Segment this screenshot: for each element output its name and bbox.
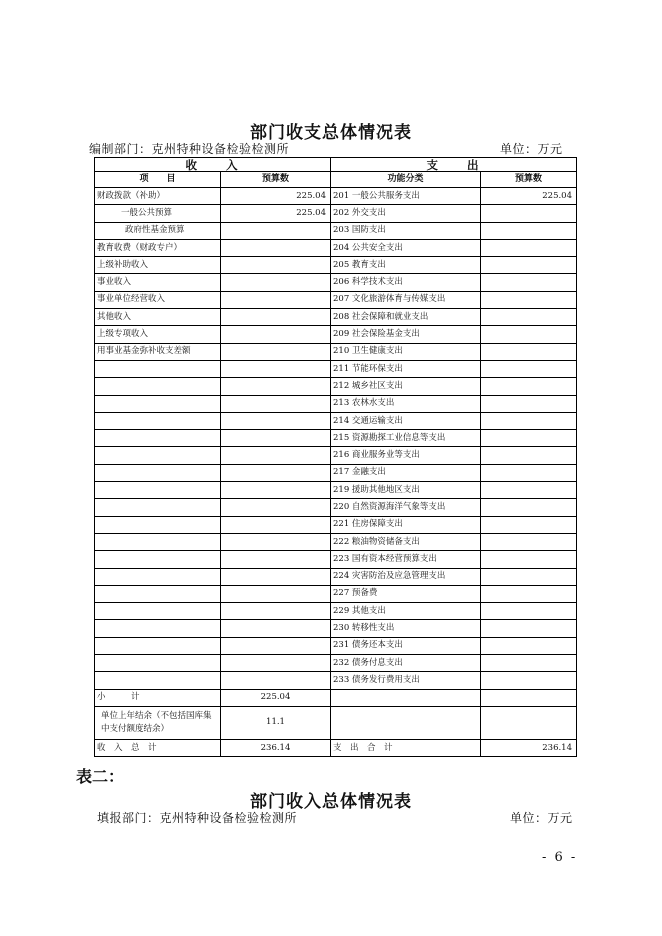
dept-label: 编制部门：克州特种设备检验检测所 <box>89 142 290 156</box>
table-row <box>95 672 577 689</box>
row-function: 216 商业服务业等支出 <box>331 447 481 464</box>
row-amount <box>221 291 331 308</box>
row-function: 231 债务还本支出 <box>331 637 481 654</box>
row-function: 214 交通运输支出 <box>331 412 481 429</box>
row-function-amount: 225.04 <box>481 188 577 205</box>
row-function-amount <box>481 412 577 429</box>
row-item <box>95 655 221 672</box>
row-amount <box>221 274 331 291</box>
budget-summary-table <box>94 157 577 757</box>
row-amount: 225.04 <box>221 205 331 222</box>
row-function-amount <box>481 291 577 308</box>
table-row <box>95 291 577 308</box>
row-amount <box>221 430 331 447</box>
row-function-amount <box>481 222 577 239</box>
col-function: 功能分类 <box>331 172 481 188</box>
row-item: 一般公共预算 <box>95 205 221 222</box>
subtotal-amount: 225.04 <box>221 689 331 706</box>
row-item <box>95 585 221 602</box>
table-row <box>95 603 577 620</box>
row-function-amount <box>481 516 577 533</box>
row-function: 219 援助其他地区支出 <box>331 482 481 499</box>
row-item <box>95 378 221 395</box>
row-function-amount <box>481 603 577 620</box>
table-row <box>95 637 577 654</box>
row-function-amount <box>481 637 577 654</box>
row-function: 204 公共安全支出 <box>331 239 481 256</box>
row-function: 208 社会保障和就业支出 <box>331 309 481 326</box>
row-amount: 225.04 <box>221 188 331 205</box>
subtotal-label: 小 计 <box>95 689 221 706</box>
section-header-row <box>95 158 577 172</box>
row-item <box>95 447 221 464</box>
row-item <box>95 360 221 377</box>
income-total: 236.14 <box>221 739 331 756</box>
row-item: 财政拨款（补助） <box>95 188 221 205</box>
row-item: 上级专项收入 <box>95 326 221 343</box>
row-amount <box>221 464 331 481</box>
expense-total-label: 支 出 合 计 <box>331 739 481 756</box>
row-function: 212 城乡社区支出 <box>331 378 481 395</box>
table-row <box>95 309 577 326</box>
row-function: 227 预备费 <box>331 585 481 602</box>
row-function-amount <box>481 672 577 689</box>
row-amount <box>221 395 331 412</box>
row-amount <box>221 412 331 429</box>
row-function: 232 债务付息支出 <box>331 655 481 672</box>
row-item <box>95 637 221 654</box>
row-function-amount <box>481 430 577 447</box>
table-row <box>95 430 577 447</box>
row-item <box>95 482 221 499</box>
col-budget: 预算数 <box>221 172 331 188</box>
row-amount <box>221 378 331 395</box>
income-total-label: 收 入 总 计 <box>95 739 221 756</box>
row-item: 上级补助收入 <box>95 257 221 274</box>
table-row <box>95 257 577 274</box>
table-row <box>95 239 577 256</box>
row-item <box>95 551 221 568</box>
row-function: 205 教育支出 <box>331 257 481 274</box>
table-row <box>95 551 577 568</box>
row-item <box>95 603 221 620</box>
row-amount <box>221 326 331 343</box>
row-amount <box>221 603 331 620</box>
row-function-amount <box>481 378 577 395</box>
row-function: 210 卫生健康支出 <box>331 343 481 360</box>
table-row <box>95 533 577 550</box>
row-item <box>95 412 221 429</box>
row-item <box>95 395 221 412</box>
row-function: 207 文化旅游体育与传媒支出 <box>331 291 481 308</box>
row-function-amount <box>481 343 577 360</box>
row-item <box>95 672 221 689</box>
row-function-amount <box>481 239 577 256</box>
table-row <box>95 274 577 291</box>
table-row <box>95 499 577 516</box>
row-function-amount <box>481 257 577 274</box>
row-function: 224 灾害防治及应急管理支出 <box>331 568 481 585</box>
row-function: 211 节能环保支出 <box>331 360 481 377</box>
table-row <box>95 378 577 395</box>
row-function-amount <box>481 568 577 585</box>
table2-label: 表二： <box>76 767 125 786</box>
row-item <box>95 533 221 550</box>
row-item <box>95 620 221 637</box>
table-row <box>95 222 577 239</box>
row-amount <box>221 447 331 464</box>
row-amount <box>221 343 331 360</box>
row-item: 事业收入 <box>95 274 221 291</box>
expense-header: 支 出 <box>331 158 577 172</box>
row-function: 206 科学技术支出 <box>331 274 481 291</box>
row-function: 213 农林水支出 <box>331 395 481 412</box>
row-function-amount <box>481 360 577 377</box>
row-amount <box>221 551 331 568</box>
row-function-amount <box>481 274 577 291</box>
row-item <box>95 499 221 516</box>
subtotal-row <box>95 689 577 706</box>
row-item: 其他收入 <box>95 309 221 326</box>
table2-dept-label: 填报部门：克州特种设备检验检测所 <box>97 811 298 825</box>
row-amount <box>221 239 331 256</box>
row-function: 202 外交支出 <box>331 205 481 222</box>
table-row <box>95 360 577 377</box>
table-row <box>95 412 577 429</box>
unit-label: 单位：万元 <box>500 142 563 156</box>
row-function-amount <box>481 655 577 672</box>
income-header: 收 入 <box>95 158 331 172</box>
row-function-amount <box>481 447 577 464</box>
page-title: 部门收支总体情况表 <box>250 123 412 143</box>
row-function-amount <box>481 395 577 412</box>
row-function: 230 转移性支出 <box>331 620 481 637</box>
table-row <box>95 395 577 412</box>
row-item <box>95 464 221 481</box>
row-function: 217 金融支出 <box>331 464 481 481</box>
table-row <box>95 655 577 672</box>
row-function-amount <box>481 482 577 499</box>
row-item <box>95 516 221 533</box>
row-function: 223 国有资本经营预算支出 <box>331 551 481 568</box>
row-item <box>95 568 221 585</box>
row-function-amount <box>481 620 577 637</box>
row-item: 教育收费（财政专户） <box>95 239 221 256</box>
row-function-amount <box>481 551 577 568</box>
row-function: 222 粮油物资储备支出 <box>331 533 481 550</box>
row-function: 220 自然资源海洋气象等支出 <box>331 499 481 516</box>
carryover-row <box>95 706 577 739</box>
row-amount <box>221 620 331 637</box>
row-function-amount <box>481 464 577 481</box>
row-function: 229 其他支出 <box>331 603 481 620</box>
row-amount <box>221 499 331 516</box>
row-item: 用事业基金弥补收支差额 <box>95 343 221 360</box>
row-item: 事业单位经营收入 <box>95 291 221 308</box>
row-function-amount <box>481 205 577 222</box>
table-row <box>95 464 577 481</box>
row-function-amount <box>481 326 577 343</box>
row-function: 203 国防支出 <box>331 222 481 239</box>
expense-total: 236.14 <box>481 739 577 756</box>
row-amount <box>221 637 331 654</box>
row-function-amount <box>481 585 577 602</box>
row-amount <box>221 585 331 602</box>
row-amount <box>221 672 331 689</box>
carryover-label: 单位上年结余（不包括国库集中支付额度结余） <box>95 706 221 739</box>
table-row <box>95 568 577 585</box>
col-budget-expense: 预算数 <box>481 172 577 188</box>
row-amount <box>221 257 331 274</box>
row-amount <box>221 309 331 326</box>
row-function: 201 一般公共服务支出 <box>331 188 481 205</box>
table-row <box>95 447 577 464</box>
row-amount <box>221 533 331 550</box>
row-amount <box>221 360 331 377</box>
row-amount <box>221 655 331 672</box>
row-function: 233 债务发行费用支出 <box>331 672 481 689</box>
table-row <box>95 620 577 637</box>
row-item: 政府性基金预算 <box>95 222 221 239</box>
table-row <box>95 482 577 499</box>
row-function-amount <box>481 309 577 326</box>
row-amount <box>221 222 331 239</box>
table-row <box>95 343 577 360</box>
carryover-amount: 11.1 <box>221 706 331 739</box>
table-row <box>95 326 577 343</box>
col-item: 项 目 <box>95 172 221 188</box>
column-header-row <box>95 172 577 188</box>
table-row <box>95 205 577 222</box>
table2-title: 部门收入总体情况表 <box>250 792 412 812</box>
row-function: 215 资源勘探工业信息等支出 <box>331 430 481 447</box>
row-function-amount <box>481 533 577 550</box>
page-number: - 6 - <box>542 850 578 865</box>
row-function: 221 住房保障支出 <box>331 516 481 533</box>
table-row <box>95 585 577 602</box>
row-amount <box>221 516 331 533</box>
table-row <box>95 516 577 533</box>
row-item <box>95 430 221 447</box>
table2-unit-label: 单位：万元 <box>510 811 573 825</box>
row-function-amount <box>481 499 577 516</box>
row-function: 209 社会保险基金支出 <box>331 326 481 343</box>
row-amount <box>221 568 331 585</box>
total-row <box>95 739 577 756</box>
table-row <box>95 188 577 205</box>
row-amount <box>221 482 331 499</box>
